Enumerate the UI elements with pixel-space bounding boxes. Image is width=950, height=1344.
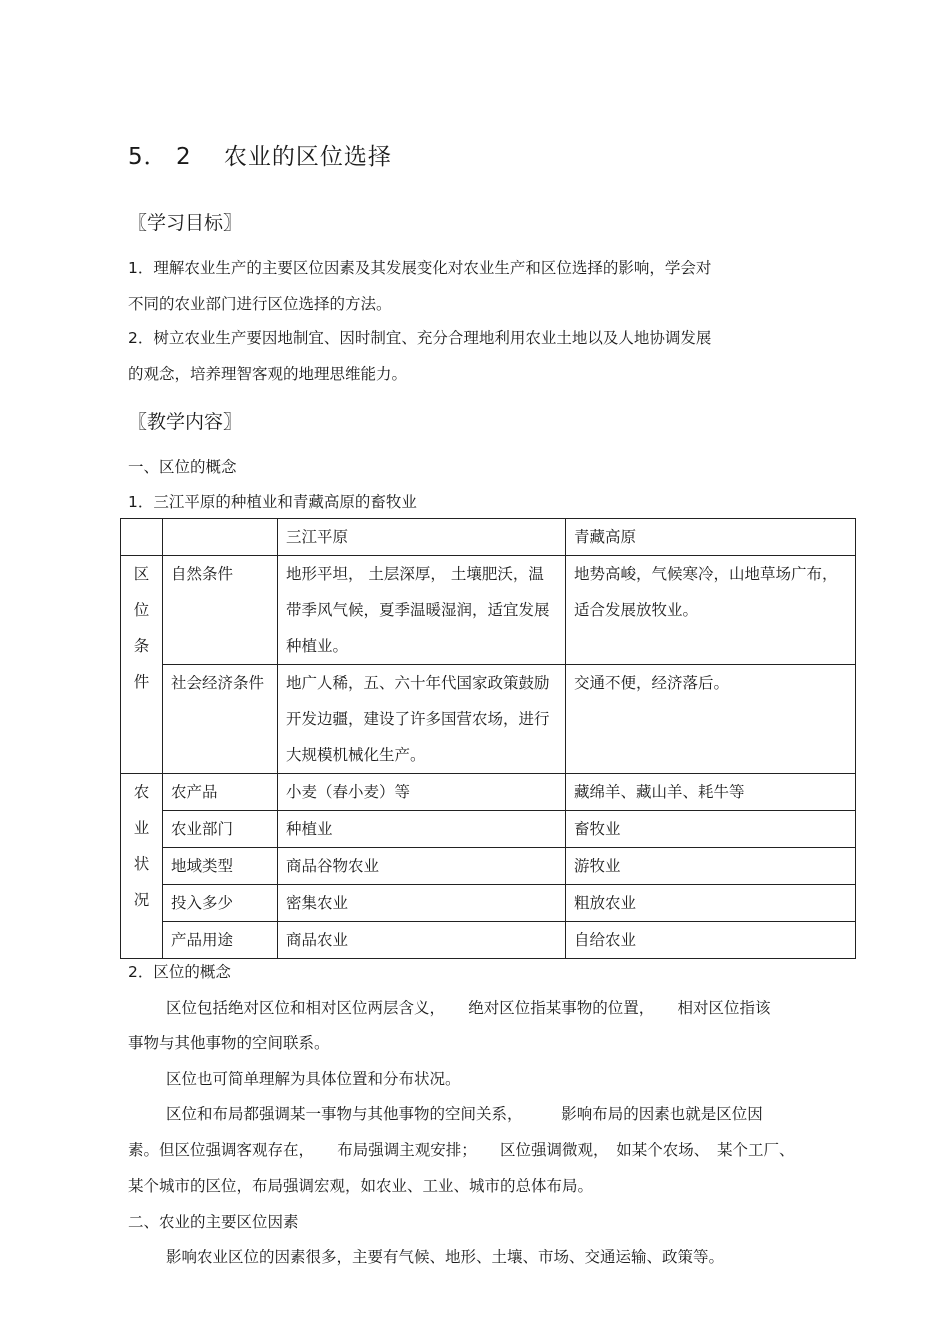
content-heading: 〖教学内容〗: [128, 411, 243, 433]
row-label: 农产品: [163, 774, 278, 811]
part1-heading: 一、区位的概念: [128, 458, 237, 476]
table-header-cell: [163, 519, 278, 556]
cell-qingzang: 畜牧业: [566, 811, 856, 848]
part2-heading: 二、农业的主要区位因素: [128, 1213, 299, 1231]
concept-paragraph-3b: 素。但区位强调客观存在， 布局强调主观安排； 区位强调微观， 如某个农场、 某个工厂、: [128, 1141, 795, 1159]
cell-sanjiang: 种植业: [278, 811, 566, 848]
sub2-heading: 2．区位的概念: [128, 963, 231, 981]
objectives-heading: 〖学习目标〗: [128, 212, 243, 234]
table-header-cell: [121, 519, 163, 556]
concept-paragraph-1a: 区位包括绝对区位和相对区位两层含义， 绝对区位指某事物的位置， 相对区位指该: [166, 999, 771, 1017]
cell-sanjiang: 商品谷物农业: [278, 848, 566, 885]
cell-qingzang: 游牧业: [566, 848, 856, 885]
sub1-heading: 1．三江平原的种植业和青藏高原的畜牧业: [128, 493, 417, 511]
table-row: [121, 885, 856, 922]
table-row: [121, 922, 856, 959]
concept-paragraph-1b: 事物与其他事物的空间联系。: [128, 1034, 330, 1052]
concept-paragraph-3c: 某个城市的区位，布局强调宏观，如农业、工业、城市的总体布局。: [128, 1177, 594, 1195]
objective-line-4: 的观念，培养理智客观的地理思维能力。: [128, 365, 408, 383]
cell-sanjiang: 密集农业: [278, 885, 566, 922]
table-row: [121, 848, 856, 885]
concept-paragraph-3a: 区位和布局都强调某一事物与其他事物的空间关系， 影响布局的因素也就是区位因: [166, 1105, 763, 1123]
group-label-conditions-text: 区位条件: [133, 565, 150, 691]
concept-paragraph-2: 区位也可简单理解为具体位置和分布状况。: [166, 1070, 461, 1088]
group-label-status-text: 农业状况: [133, 783, 150, 909]
group-label-conditions: [121, 556, 163, 774]
row-label: 地域类型: [163, 848, 278, 885]
cell-sanjiang: 商品农业: [278, 922, 566, 959]
row-label: 投入多少: [163, 885, 278, 922]
objective-line-2: 不同的农业部门进行区位选择的方法。: [128, 295, 392, 313]
table-row: [121, 774, 856, 811]
part2-paragraph: 影响农业区位的因素很多，主要有气候、地形、土壤、市场、交通运输、政策等。: [166, 1248, 725, 1266]
table-header-qingzang: 青藏高原: [566, 519, 856, 556]
cell-sanjiang: 小麦（春小麦）等: [278, 774, 566, 811]
table-row: [121, 811, 856, 848]
cell-qingzang: 地势高峻，气候寒冷，山地草场广布，适合发展放牧业。: [566, 556, 856, 665]
table-header-row: [121, 519, 856, 556]
cell-sanjiang: 地广人稀，五、六十年代国家政策鼓励开发边疆，建设了许多国营农场，进行大规模机械化生产。: [278, 665, 566, 774]
group-label-status: [121, 774, 163, 959]
table-row: [121, 556, 856, 665]
table-header-sanjiang: 三江平原: [278, 519, 566, 556]
objective-line-1: 1．理解农业生产的主要区位因素及其发展变化对农业生产和区位选择的影响，学会对: [128, 259, 712, 277]
comparison-table: [120, 518, 856, 959]
row-label: 自然条件: [163, 556, 278, 665]
cell-qingzang: 藏绵羊、藏山羊、耗牛等: [566, 774, 856, 811]
objective-line-3: 2．树立农业生产要因地制宜、因时制宜、充分合理地利用农业土地以及人地协调发展: [128, 329, 712, 347]
row-label: 农业部门: [163, 811, 278, 848]
row-label: 社会经济条件: [163, 665, 278, 774]
cell-qingzang: 自给农业: [566, 922, 856, 959]
cell-sanjiang: 地形平坦， 土层深厚， 土壤肥沃，温带季风气候，夏季温暖湿润，适宜发展种植业。: [278, 556, 566, 665]
page-title: 5． 2 农业的区位选择: [128, 144, 392, 170]
cell-qingzang: 粗放农业: [566, 885, 856, 922]
cell-qingzang: 交通不便，经济落后。: [566, 665, 856, 774]
table-row: [121, 665, 856, 774]
row-label: 产品用途: [163, 922, 278, 959]
